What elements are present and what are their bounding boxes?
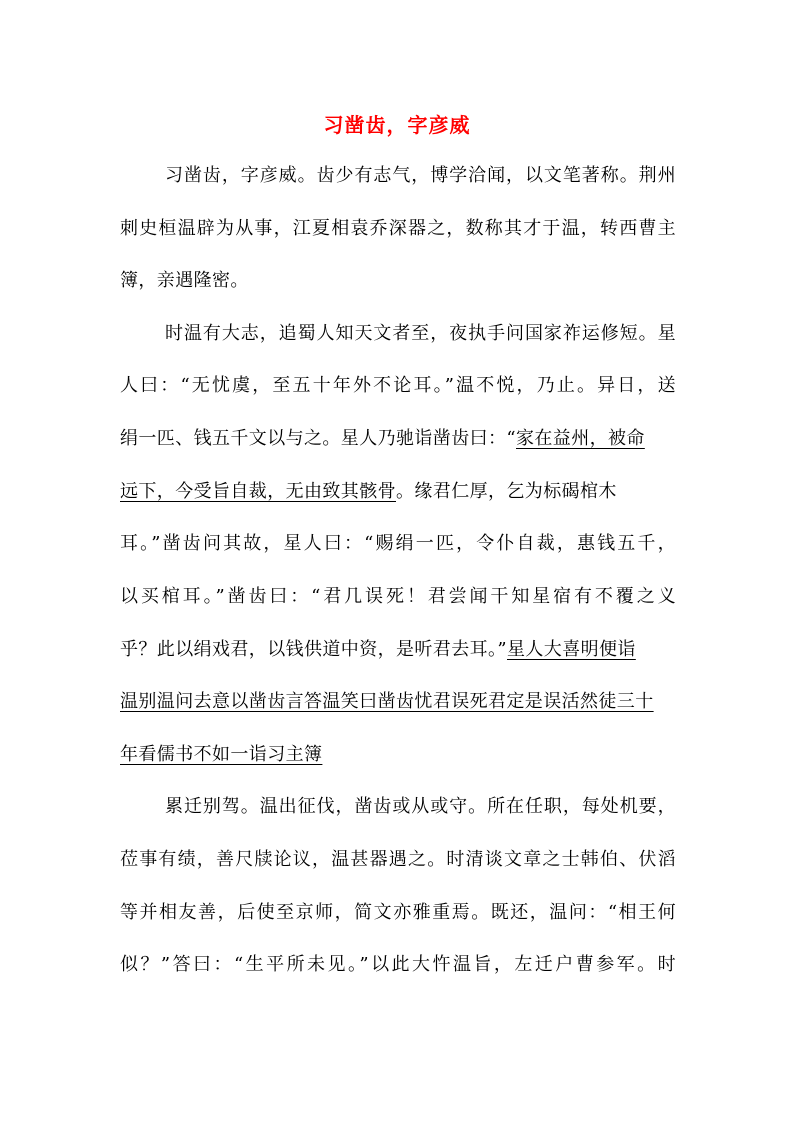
underlined-text: 家在益州，被命 — [516, 428, 645, 449]
underlined-line: 温别温问去意以凿齿言答温笑曰凿齿忧君误死君定是误活然徒三十 — [120, 691, 654, 712]
underlined-text: 星人大喜明便诣 — [507, 639, 636, 660]
paragraph-line: 等并相友善，后使至京师，简文亦雅重焉。既还，温问：“相王何 — [120, 902, 676, 923]
paragraph-line: 时温有大志，追蜀人知天文者至，夜执手问国家祚运修短。星 — [165, 323, 676, 344]
paragraph-line: 莅事有绩，善尺牍论议，温甚器遇之。时清谈文章之士韩伯、伏滔 — [120, 849, 676, 870]
text-segment: 乎？此以绢戏君，以钱供道中资，是听君去耳。” — [120, 639, 507, 660]
paragraph-line — [120, 479, 676, 505]
underlined-text: 远下，今受旨自裁，无由致其骸骨 — [120, 481, 396, 502]
paragraph-line: 习凿齿，字彦威。齿少有志气，博学洽闻，以文笔著称。荆州 — [165, 165, 676, 186]
paragraph-line: 簿，亲遇隆密。 — [120, 270, 249, 291]
paragraph-line: 以买棺耳。”凿齿曰：“君几误死！君尝闻干知星宿有不覆之义 — [120, 586, 676, 607]
paragraph-line: 耳。”凿齿问其故，星人曰：“赐绢一匹，令仆自裁，惠钱五千， — [120, 533, 676, 554]
paragraph-line: 刺史桓温辟为从事，江夏相袁乔深器之，数称其才于温，转西曹主 — [120, 218, 676, 239]
paragraph-line — [120, 637, 676, 663]
paragraph-line: 人曰：“无忧虞，至五十年外不论耳。”温不悦，乃止。异日，送 — [120, 375, 676, 396]
paragraph-line — [120, 426, 676, 452]
paragraph-line: 累迁别驾。温出征伐，凿齿或从或守。所在任职，每处机要， — [165, 796, 676, 817]
paragraph-line: 似？”答曰：“生平所未见。”以此大忤温旨，左迁户曹参军。时 — [120, 954, 676, 975]
text-segment: 绢一匹、钱五千文以与之。星人乃驰诣凿齿曰：“ — [120, 428, 516, 449]
underlined-line: 年看儒书不如一诣习主簿 — [120, 744, 323, 765]
document-title: 习凿齿，字彦威 — [323, 113, 471, 137]
text-segment: 。缘君仁厚，乞为标碣棺木 — [396, 481, 617, 502]
